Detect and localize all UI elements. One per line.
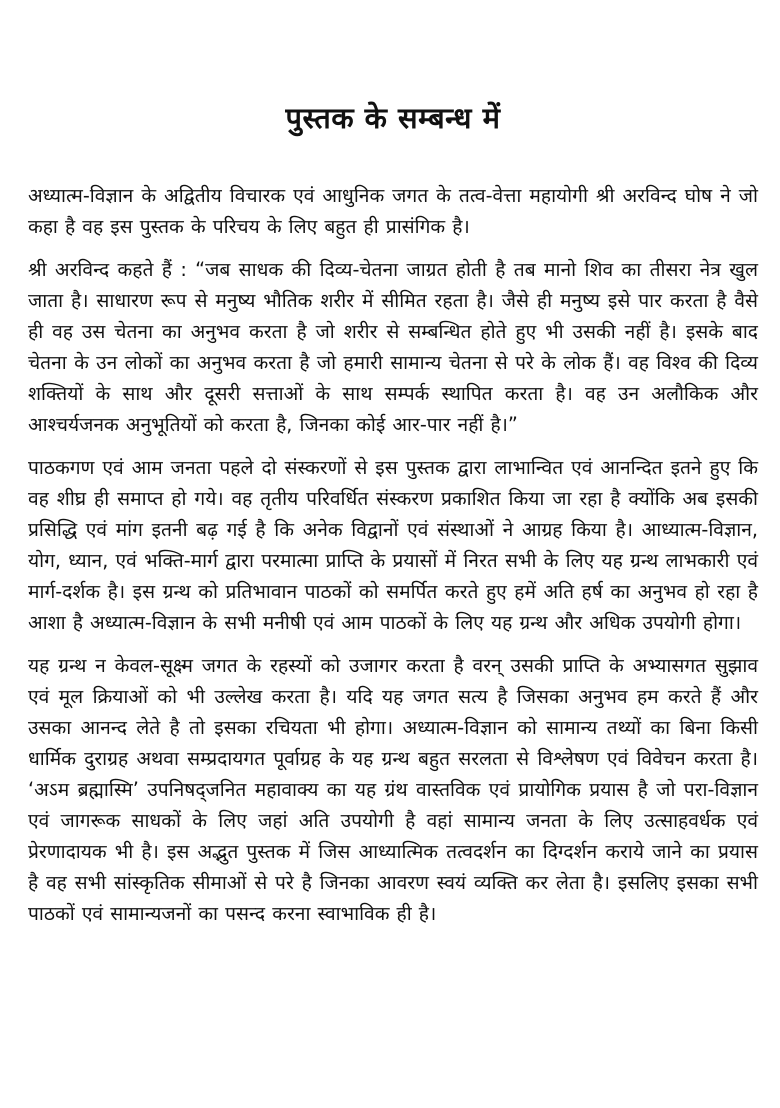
paragraph-readers: पाठकगण एवं आम जनता पहले दो संस्करणों से इस पुस्तक द्वारा लाभान्वित एवं आनन्दित इतने हुए कि वह शीघ्र ही समाप्त हो गये। वह तृतीय परिवर्धित संस्करण प्रकाशित किया जा रहा है क्योंकि अब इसकी प्रसिद्धि एवं मांग इतनी बढ़ गई है कि अनेक विद्वानों एवं संस्थाओं ने आग्रह किया है। आध्यात्म-विज्ञान, योग, ध्यान, एवं भक्ति-मार्ग द्वारा परमात्मा प्राप्ति के प्रयासों में निरत सभी के लिए यह ग्रन्थ लाभकारी एवं मार्ग-दर्शक है। इस ग्रन्थ को प्रतिभावान पाठकों को समर्पित करते हुए हमें अति हर्ष का अनुभव हो रहा है आशा है अध्यात्म-विज्ञान के सभी मनीषी एवं आम पाठकों के लिए यह ग्रन्थ और अधिक उपयोगी होगा।	[28, 456, 758, 634]
paragraph-intro: अध्यात्म-विज्ञान के अद्वितीय विचारक एवं आधुनिक जगत के तत्व-वेत्ता महायोगी श्री अरविन्द घोष ने जो कहा है वह इस पुस्तक के परिचय के लिए बहुत ही प्रासंगिक है।	[28, 184, 758, 238]
paragraph-book-purpose: यह ग्रन्थ न केवल-सूक्ष्म जगत के रहस्यों को उजागर करता है वरन् उसकी प्राप्ति के अभ्यासगत सुझाव एवं मूल क्रियाओं को भी उल्लेख करता है। यदि यह जगत सत्य है जिसका अनुभव हम करते हैं और उसका आनन्द लेते है तो इसका रचियता भी होगा। अध्यात्म-विज्ञान को सामान्य तथ्यों का बिना किसी धार्मिक दुराग्रह अथवा सम्प्रदायगत पूर्वाग्रह के यह ग्रन्थ बहुत सरलता से विश्लेषण एवं विवेचन करता है। ‘अऽम ब्रह्मास्मि’ उपनिषद्जनित महावाक्य का यह ग्रंथ वास्तविक एवं प्रायोगिक प्रयास है जो परा-विज्ञान एवं जागरूक साधकों के लिए जहां अति उपयोगी है वहां सामान्य जनता के लिए उत्साहवर्धक एवं प्रेरणादायक भी है। इस अद्भुत पुस्तक में जिस आध्यात्मिक तत्वदर्शन का दिग्दर्शन कराये जाने का प्रयास है वह सभी सांस्कृतिक सीमाओं से परे है जिनका आवरण स्वयं व्यक्ति कर लेता है। इसलिए इसका सभी पाठकों एवं सामान्यजनों का पसन्द करना स्वाभाविक ही है।	[28, 654, 758, 925]
paragraph-quote: श्री अरविन्द कहते हैं : “जब साधक की दिव्य-चेतना जाग्रत होती है तब मानो शिव का तीसरा नेत्र खुल जाता है। साधारण रूप से मनुष्य भौतिक शरीर में सीमित रहता है। जैसे ही मनुष्य इसे पार करता है वैसे ही वह उस चेतना का अनुभव करता है जो शरीर से सम्बन्धित होते हुए भी उसकी नहीं है। इसके बाद चेतना के उन लोकों का अनुभव करता है जो हमारी सामान्य चेतना से परे के लोक हैं। वह विश्व की दिव्य शक्तियों के साथ और दूसरी सत्ताओं के साथ सम्पर्क स्थापित करता है। वह उन अलौकिक और आश्चर्यजनक अनुभूतियों को करता है, जिनका कोई आर-पार नहीं है।”	[28, 258, 758, 436]
page-title: पुस्तक के सम्बन्ध में	[285, 101, 501, 135]
